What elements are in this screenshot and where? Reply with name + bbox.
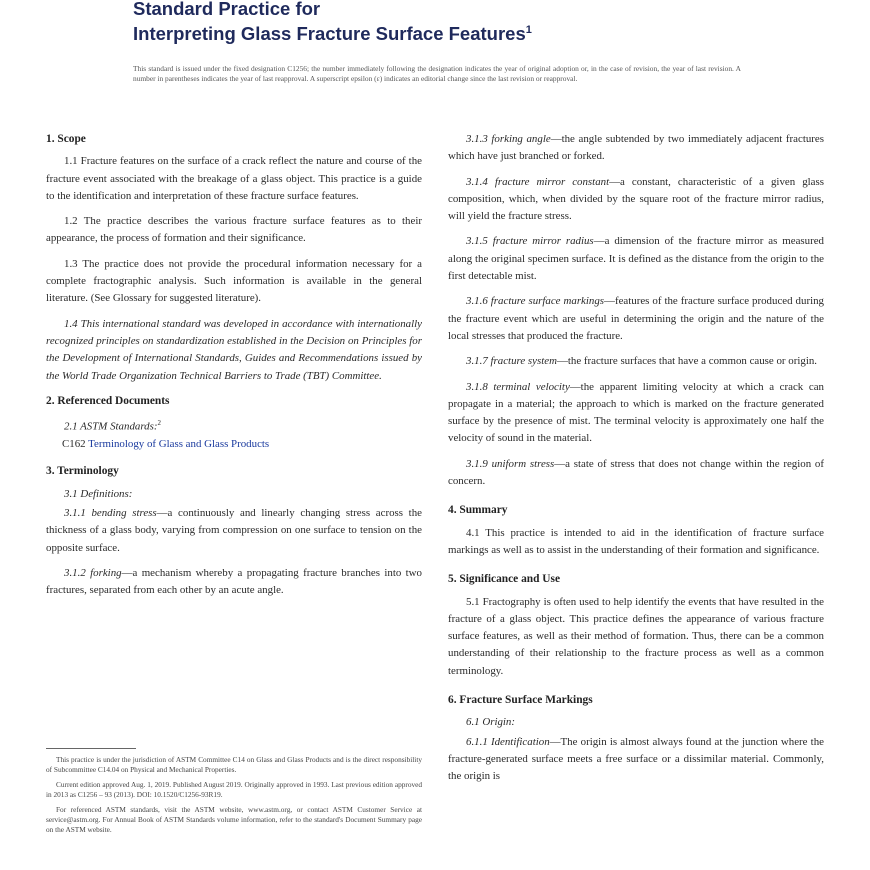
section-heading-referenced-documents: 2. Referenced Documents: [46, 394, 170, 407]
section-heading-significance: 5. Significance and Use: [448, 573, 561, 586]
section-heading-fracture-markings: 6. Fracture Surface Markings: [448, 694, 593, 707]
paragraph-6-1-1: [448, 734, 824, 786]
footnote-1a: This practice is under the jurisdiction of ASTM Committee C14 on Glass and Glass Products and is the direct responsibility of Subcommittee C14.04 on Physical and Mechanical Properties.: [46, 755, 422, 775]
definition-uniform-stress: —a state of stress that does not change within the region of concern.: [448, 457, 825, 488]
title-line-2: [133, 19, 773, 45]
paragraph-6-1: 6.1 Origin:: [466, 716, 516, 729]
footnote-1b: Current edition approved Aug. 1, 2019. Published August 2019. Originally approved in 1993. Last previous edition approved in 2013 as C1256 – 93 (2013). DOI: 10.1520/C1256-93R19.: [46, 779, 422, 800]
title-line-1: Standard Practice for: [133, 0, 321, 19]
term-forking-angle: 3.1.3 forking angle: [466, 133, 551, 145]
paragraph-1-2: 1.2 The practice describes the various fracture surface features as to their appearance, the process of formation and their significance.: [46, 215, 422, 245]
definition-bending-stress: —a continuously and linearly changing stress across the thickness of a glass body, varying from compression on one surface to tension on the opposite surface.: [46, 506, 422, 554]
term-surface-markings: 3.1.6 fracture surface markings: [466, 295, 605, 308]
paragraph-3-1: 3.1 Definitions:: [64, 487, 133, 500]
astm-standards-label: 2.1 ASTM Standards:: [64, 420, 158, 433]
term-fracture-system: 3.1.7 fracture system: [466, 355, 557, 368]
paragraph-1-4: 1.4 This international standard was developed in accordance with internationally recognized principles on standardization established in the Decision on Principles for the Development of International Standards, Guides and Recommendations issued by the World Trade Organization Technical Barriers to Trade (TBT) Committee.: [46, 317, 422, 382]
paragraph-3-1-3: [448, 131, 824, 166]
footnotes: [46, 755, 422, 840]
definition-fracture-system: —the fracture surfaces that have a common cause or origin.: [556, 355, 818, 368]
term-bending-stress: 3.1.1 bending stress: [64, 506, 157, 519]
title-footnote-ref[interactable]: 1: [525, 24, 532, 36]
paragraph-5-1: 5.1 Fractography is often used to help identify the events that have resulted in the fracture of a glass object. This practice defines the appearance of various fracture surface features, as well as their method of formation. Thus, there can be a common understanding of their relationship to the fracture process as well as a common terminology.: [448, 595, 824, 677]
definition-surface-markings: —features of the fracture surface produced during the fracture event which are useful in determining the origin and the nature of the local stresses that produced the fracture.: [448, 295, 824, 342]
reference-c162: [46, 436, 422, 453]
section-heading-summary: 4. Summary: [448, 504, 508, 517]
section-heading-scope: 1. Scope: [46, 133, 86, 145]
definition-mirror-radius: —a dimension of the fracture mirror as measured along the original specimen surface. It is defined as the distance from the origin to the first detectable mist.: [448, 235, 824, 283]
footnote-ref-2[interactable]: 2: [157, 419, 161, 428]
definition-mirror-constant: —a constant, characteristic of a given glass composition, which, when divided by the square root of the fracture mirror radius, will yield the fracture stress.: [448, 175, 824, 223]
definition-terminal-velocity: —the apparent limiting velocity at which a crack can propagate in a material; the approach to which is marked on the fracture generated surface by the presence of mist. The terminal velocity is approximately one half the velocity of sound in the material.: [448, 380, 824, 445]
paragraph-3-1-5: [448, 233, 824, 285]
reference-code: C162: [62, 438, 86, 451]
paragraph-1-1: 1.1 Fracture features on the surface of a crack reflect the nature and course of the fracture event associated with the breakage of a glass object. This practice is a guide to the identification and interpretation of these fracture surface features.: [46, 155, 422, 202]
term-forking: 3.1.2 forking: [64, 566, 122, 579]
term-identification: 6.1.1 Identification: [466, 735, 550, 748]
designation-note: This standard is issued under the fixed designation C1256; the number immediately following the designation indicates the year of original adoption or, in the case of revision, the year of last revision. A number in parentheses indicates the year of last reapproval. A superscript epsilon (ε) indicates an editorial change since the last revision or reapproval.: [133, 64, 741, 84]
right-column: [448, 131, 824, 794]
reference-link[interactable]: Terminology of Glass and Glass Products: [88, 438, 270, 451]
footnote-divider: [46, 748, 136, 749]
term-uniform-stress: 3.1.9 uniform stress: [466, 457, 555, 470]
paragraph-2-1: [46, 415, 422, 436]
paragraph-3-1-6: [448, 293, 824, 345]
term-mirror-radius: 3.1.5 fracture mirror radius: [466, 235, 594, 248]
footnote-2: For referenced ASTM standards, visit the ASTM website, www.astm.org, or contact ASTM Customer Service at service@astm.org. For Annual Book of ASTM Standards volume information, refer to the standard's Document Summary page on the ASTM website.: [46, 804, 422, 835]
paragraph-3-1-9: [448, 456, 824, 491]
title-text: Interpreting Glass Fracture Surface Features: [133, 23, 526, 45]
section-heading-terminology: 3. Terminology: [46, 465, 119, 478]
paragraph-3-1-7: [448, 353, 824, 370]
definition-forking-angle: —the angle subtended by two immediately adjacent fractures which have just branched or forked.: [448, 133, 824, 163]
paragraph-3-1-2: [46, 565, 422, 600]
definition-identification: —The origin is almost always found at the junction where the fracture-generated surface meets a free surface or a dissimilar material. Commonly, the origin is: [448, 735, 824, 783]
paragraph-3-1-8: [448, 379, 824, 448]
paragraph-1-3: 1.3 The practice does not provide the procedural information necessary for a complete fractographic analysis. Such information is available in the general literature. (See Glossary for suggested literature).: [46, 257, 422, 305]
term-terminal-velocity: 3.1.8 terminal velocity: [466, 380, 570, 393]
paragraph-3-1-4: [448, 174, 824, 226]
term-mirror-constant: 3.1.4 fracture mirror constant: [466, 175, 610, 188]
definition-forking: —a mechanism whereby a propagating fracture branches into two fractures, separated from each other by an acute angle.: [46, 566, 422, 597]
paragraph-3-1-1: [46, 505, 422, 557]
paragraph-4-1: 4.1 This practice is intended to aid in the identification of fracture surface markings as well as to assist in the understanding of their formation and significance.: [448, 526, 824, 556]
left-column: [46, 131, 422, 607]
